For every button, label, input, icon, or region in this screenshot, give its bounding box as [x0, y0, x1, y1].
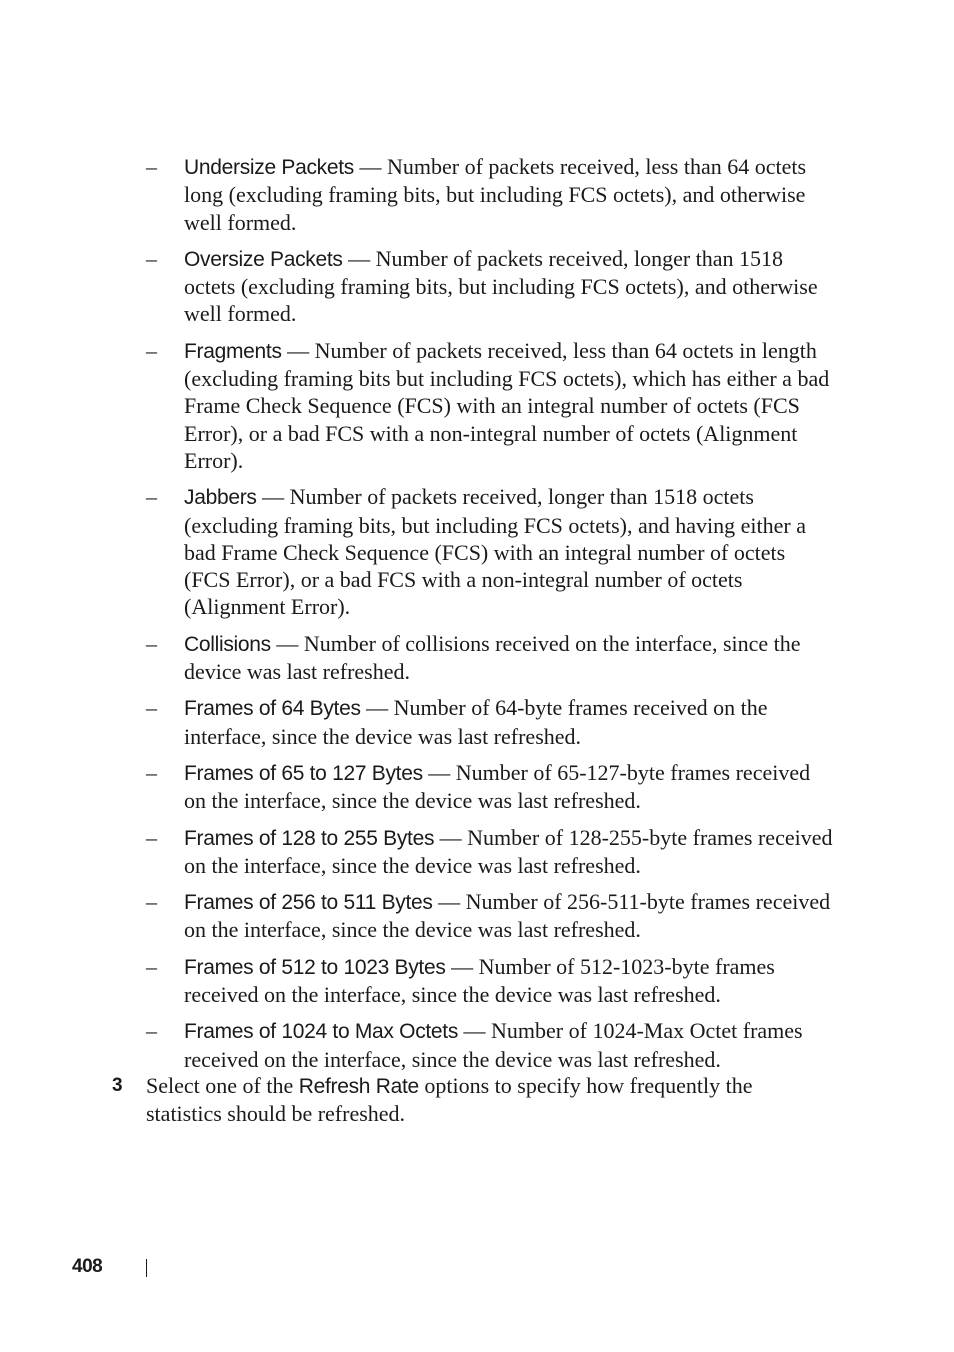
em-dash-separator: — — [445, 953, 479, 979]
term-description: Number of 65-127-byte frames received on the interface, since the device was last refreshed. — [184, 759, 811, 814]
term-description: Number of packets received, less than 64 octets in length (excluding framing bits but including FCS octets), which has either a bad Frame Check Sequence (FCS) with an integral number of octets (FCS Error), or a bad FCS with a non-integral number of octets (Alignment Error). — [184, 337, 830, 473]
em-dash-separator: — — [342, 245, 376, 271]
footer-divider — [146, 1259, 147, 1277]
em-dash-separator: — — [353, 154, 387, 179]
step-text-before: Select one of the — [146, 1073, 299, 1098]
page-footer — [72, 1256, 102, 1282]
bullet-dash: – — [146, 695, 157, 721]
bullet-dash: – — [146, 953, 157, 979]
em-dash-separator: — — [360, 695, 394, 721]
list-item-fragments — [146, 337, 836, 474]
bullet-dash: – — [146, 245, 157, 271]
term-label: Frames of 1024 to Max Octets — [184, 1020, 459, 1044]
bullet-dash: – — [146, 484, 157, 510]
list-item-frames-512-1023-bytes — [146, 953, 836, 1009]
em-dash-separator: — — [434, 824, 468, 850]
term-label: Frames of 128 to 255 Bytes — [184, 826, 435, 850]
list-item-undersize-packets — [146, 153, 836, 236]
list-item-frames-128-255-bytes — [146, 824, 836, 880]
term-label: Jabbers — [184, 486, 257, 510]
bullet-dash: – — [146, 337, 157, 363]
list-item-frames-1024-max-octets — [146, 1017, 836, 1073]
bullet-dash: – — [146, 759, 157, 785]
bullet-dash: – — [146, 1018, 157, 1044]
step-text-after: options to specify how frequently the statistics should be refreshed. — [146, 1073, 753, 1127]
term-description: Number of packets received, longer than 1518 octets (excluding framing bits, but including FCS octets), and otherwise well formed. — [184, 245, 818, 327]
term-description: Number of packets received, less than 64 octets long (excluding framing bits, but including FCS octets), and otherwise well formed. — [184, 154, 807, 235]
term-label: Fragments — [184, 339, 282, 363]
em-dash-separator: — — [422, 759, 456, 785]
term-description: Number of 1024-Max Octet frames received on the interface, since the device was last refreshed. — [184, 1018, 803, 1072]
page-number: 408 — [72, 1256, 103, 1277]
term-label: Oversize Packets — [184, 247, 343, 271]
em-dash-separator: — — [270, 630, 304, 656]
list-item-frames-64-bytes — [146, 694, 836, 750]
step-text — [112, 1072, 832, 1128]
term-label: Collisions — [184, 632, 271, 656]
bullet-dash: – — [146, 154, 157, 179]
bullet-dash: – — [146, 824, 157, 850]
term-description: Number of 128-255-byte frames received on the interface, since the device was last refreshed. — [184, 824, 833, 878]
bullet-dash: – — [146, 889, 157, 915]
term-label: Undersize Packets — [184, 156, 354, 179]
list-item-oversize-packets — [146, 245, 836, 328]
term-description: Number of collisions received on the interface, since the device was last refreshed. — [184, 630, 801, 685]
statistics-definition-list — [146, 153, 836, 1082]
list-item-frames-65-127-bytes — [146, 759, 836, 815]
refresh-rate-term: Refresh Rate — [298, 1075, 419, 1098]
term-label: Frames of 64 Bytes — [184, 697, 361, 721]
step-3 — [112, 1072, 832, 1128]
term-label: Frames of 65 to 127 Bytes — [184, 761, 423, 785]
bullet-dash: – — [146, 630, 157, 656]
list-item-collisions — [146, 630, 836, 686]
term-description: Number of 256-511-byte frames received on the interface, since the device was last refreshed. — [184, 889, 831, 943]
list-item-jabbers — [146, 483, 836, 620]
term-label: Frames of 256 to 511 Bytes — [184, 891, 433, 915]
term-description: Number of 64-byte frames received on the interface, since the device was last refreshed. — [184, 695, 768, 749]
em-dash-separator: — — [432, 889, 466, 915]
term-description: Number of 512-1023-byte frames received on the interface, since the device was last refreshed. — [184, 953, 775, 1008]
em-dash-separator: — — [281, 337, 315, 363]
em-dash-separator: — — [256, 484, 290, 510]
list-item-frames-256-511-bytes — [146, 888, 836, 944]
em-dash-separator: — — [458, 1018, 492, 1044]
term-description: Number of packets received, longer than 1518 octets (excluding framing bits, but including FCS octets), and having either a bad Frame Check Sequence (FCS) with an integral number of octets (FCS Error), or a bad FCS with a non-integral number of octets (Alignment Error). — [184, 484, 806, 620]
term-label: Frames of 512 to 1023 Bytes — [184, 955, 446, 979]
step-number: 3 — [112, 1075, 123, 1096]
